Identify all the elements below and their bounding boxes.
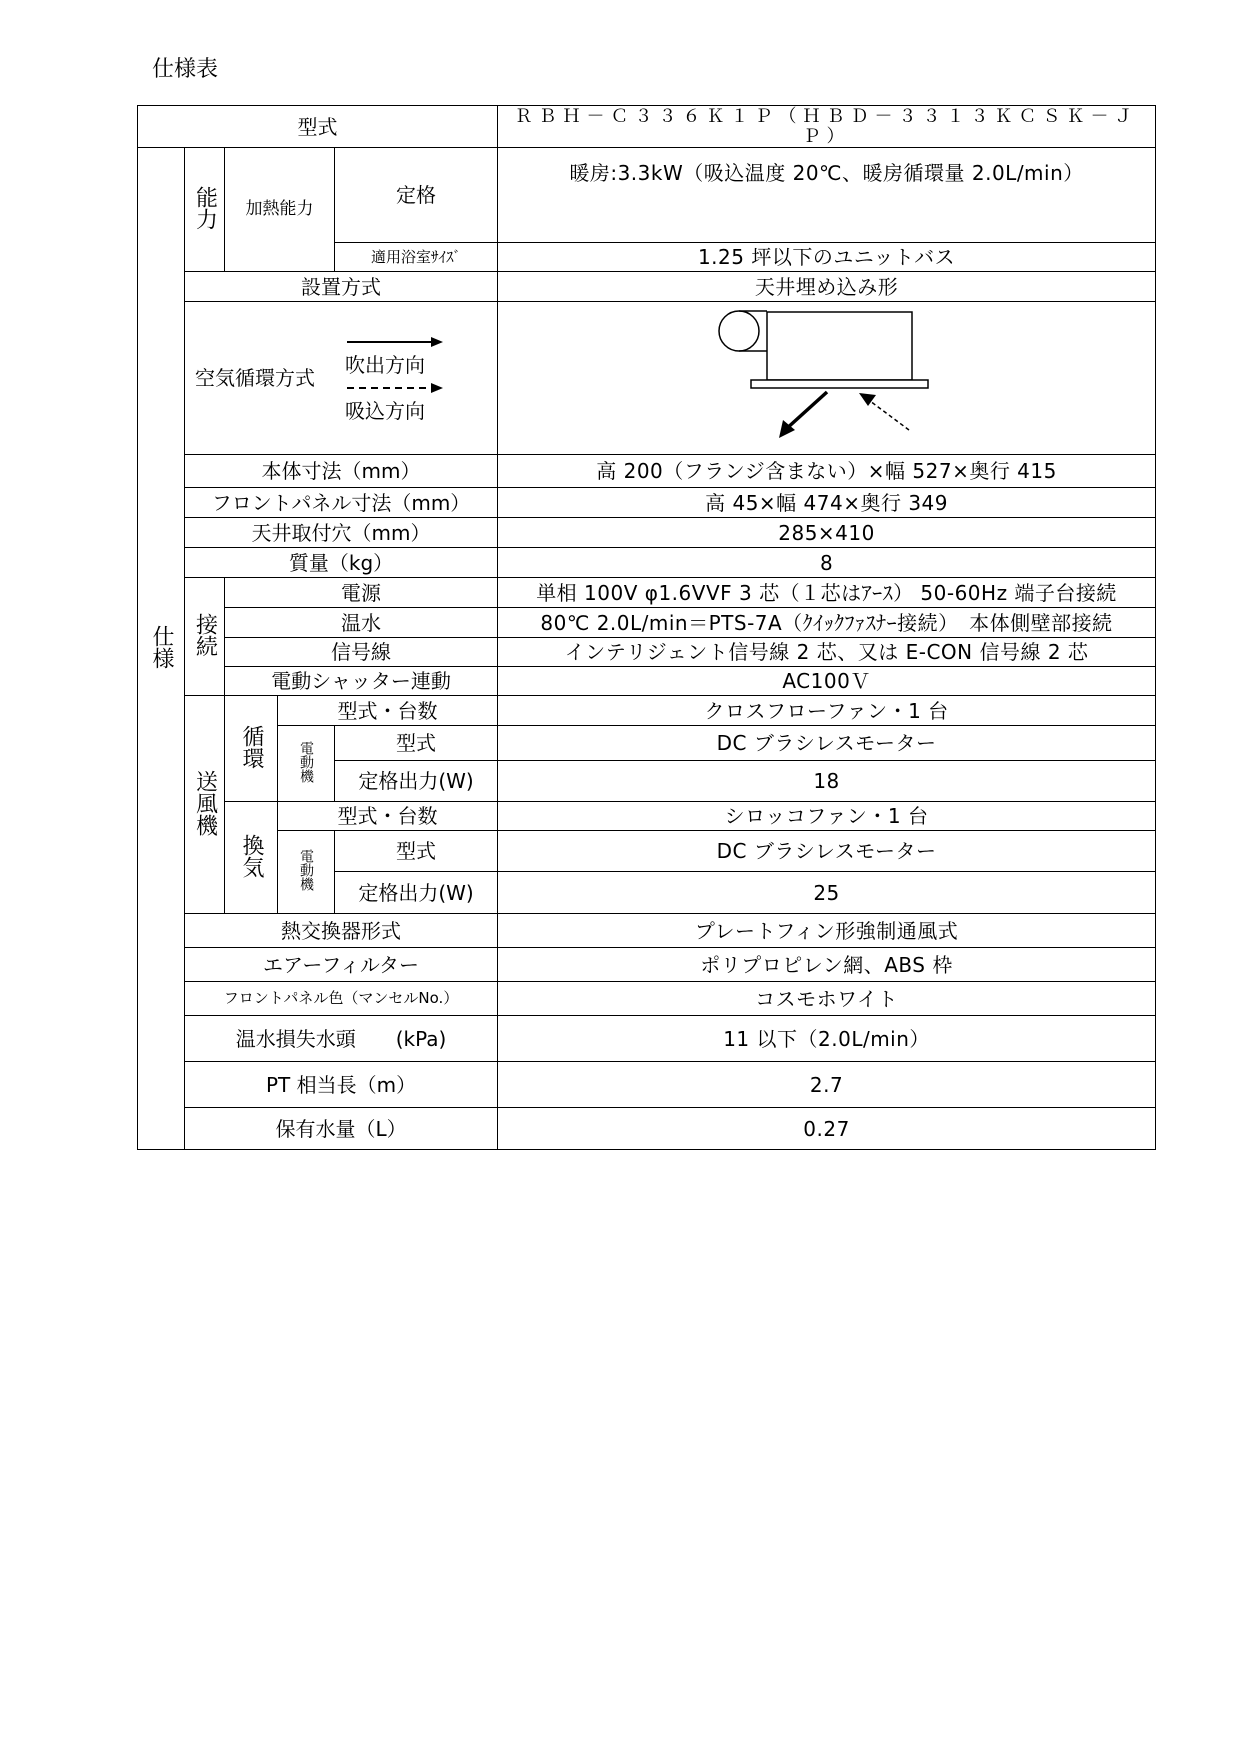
air-circulation-cell (185, 302, 498, 455)
bath-size-value: 1.25 坪以下のユニットバス (498, 243, 1156, 272)
unit-diagram-icon (499, 302, 1155, 450)
model-label: 型式 (138, 106, 498, 148)
panel-dimension-label: フロントパネル寸法（mm） (185, 488, 498, 518)
panel-dimension-value: 高 45×幅 474×奥行 349 (498, 488, 1156, 518)
panel-color-value: コスモホワイト (498, 982, 1156, 1016)
body-dimension-label: 本体寸法（mm） (185, 455, 498, 488)
hotwater-value: 80℃ 2.0L/min＝PTS-7A（ｸｲｯｸﾌｧｽﾅｰ接続） 本体側壁部接続 (498, 608, 1156, 638)
circulation-group-label: 循環 (225, 696, 278, 802)
vent-motor-group-label: 電動機 (278, 831, 335, 914)
circ-output-label: 定格出力(W) (335, 761, 498, 802)
vent-output-label: 定格出力(W) (335, 872, 498, 914)
spec-group-label: 仕様 (138, 148, 185, 1150)
water-volume-value: 0.27 (498, 1108, 1156, 1150)
mass-label: 質量（kg） (185, 548, 498, 578)
rated-value: 暖房:3.3kW（吸込温度 20℃、暖房循環量 2.0L/min） (498, 148, 1156, 243)
install-label: 設置方式 (185, 272, 498, 302)
outlet-direction-label: 吹出方向 (345, 353, 425, 377)
vent-type-value: シロッコファン・1 台 (498, 802, 1156, 831)
heat-exchanger-label: 熱交換器形式 (185, 914, 498, 948)
outlet-arrow-icon (345, 334, 445, 350)
heating-capacity-label: 加熱能力 (225, 148, 335, 272)
head-loss-label: 温水損失水頭 (kPa) (185, 1016, 498, 1062)
water-volume-label: 保有水量（L） (185, 1108, 498, 1150)
pt-length-label: PT 相当長（m） (185, 1062, 498, 1108)
page-title: 仕様表 (152, 57, 219, 82)
signal-value: インテリジェント信号線 2 芯、又は E-CON 信号線 2 芯 (498, 638, 1156, 667)
power-value: 単相 100V φ1.6VVF 3 芯（１芯はｱｰｽ） 50-60Hz 端子台接続 (498, 578, 1156, 608)
vent-motor-type-label: 型式 (335, 831, 498, 872)
head-loss-value: 11 以下（2.0L/min） (498, 1016, 1156, 1062)
signal-label: 信号線 (225, 638, 498, 667)
ceiling-hole-label: 天井取付穴（mm） (185, 518, 498, 548)
connection-group-label: 接続 (185, 578, 225, 696)
circ-motor-type-label: 型式 (335, 726, 498, 761)
install-value: 天井埋め込み形 (498, 272, 1156, 302)
air-circulation-label: 空気循環方式 (195, 366, 315, 390)
circ-output-value: 18 (498, 761, 1156, 802)
air-filter-value: ポリプロピレン網、ABS 枠 (498, 948, 1156, 982)
ceiling-hole-value: 285×410 (498, 518, 1156, 548)
power-label: 電源 (225, 578, 498, 608)
rated-label: 定格 (335, 148, 498, 243)
model-value: ＲＢＨ－Ｃ３３６Ｋ１Ｐ（ＨＢＤ－３３１３ＫＣＳＫ－ＪＰ） (498, 106, 1156, 148)
circ-motor-value: DC ブラシレスモーター (498, 726, 1156, 761)
bath-size-label: 適用浴室ｻｲｽﾞ (335, 243, 498, 272)
hotwater-label: 温水 (225, 608, 498, 638)
shutter-value: AC100Ｖ (498, 667, 1156, 696)
vent-output-value: 25 (498, 872, 1156, 914)
inlet-direction-label: 吸込方向 (345, 399, 425, 423)
panel-color-label: フロントパネル色（マンセルNo.） (185, 982, 498, 1016)
mass-value: 8 (498, 548, 1156, 578)
vent-type-count-label: 型式・台数 (278, 802, 498, 831)
body-dimension-value: 高 200（フランジ含まない）×幅 527×奥行 415 (498, 455, 1156, 488)
pt-length-value: 2.7 (498, 1062, 1156, 1108)
capacity-group-label: 能力 (185, 148, 225, 272)
circ-motor-group-label: 電動機 (278, 726, 335, 802)
heat-exchanger-value: プレートフィン形強制通風式 (498, 914, 1156, 948)
shutter-label: 電動シャッター連動 (225, 667, 498, 696)
ventilation-group-label: 換気 (225, 802, 278, 914)
air-circulation-diagram (498, 302, 1156, 455)
circ-type-value: クロスフローファン・1 台 (498, 696, 1156, 726)
spec-table (137, 105, 1156, 1150)
air-filter-label: エアーフィルター (185, 948, 498, 982)
inlet-arrow-icon (345, 380, 445, 396)
circ-type-count-label: 型式・台数 (278, 696, 498, 726)
vent-motor-value: DC ブラシレスモーター (498, 831, 1156, 872)
fan-group-label: 送風機 (185, 696, 225, 914)
